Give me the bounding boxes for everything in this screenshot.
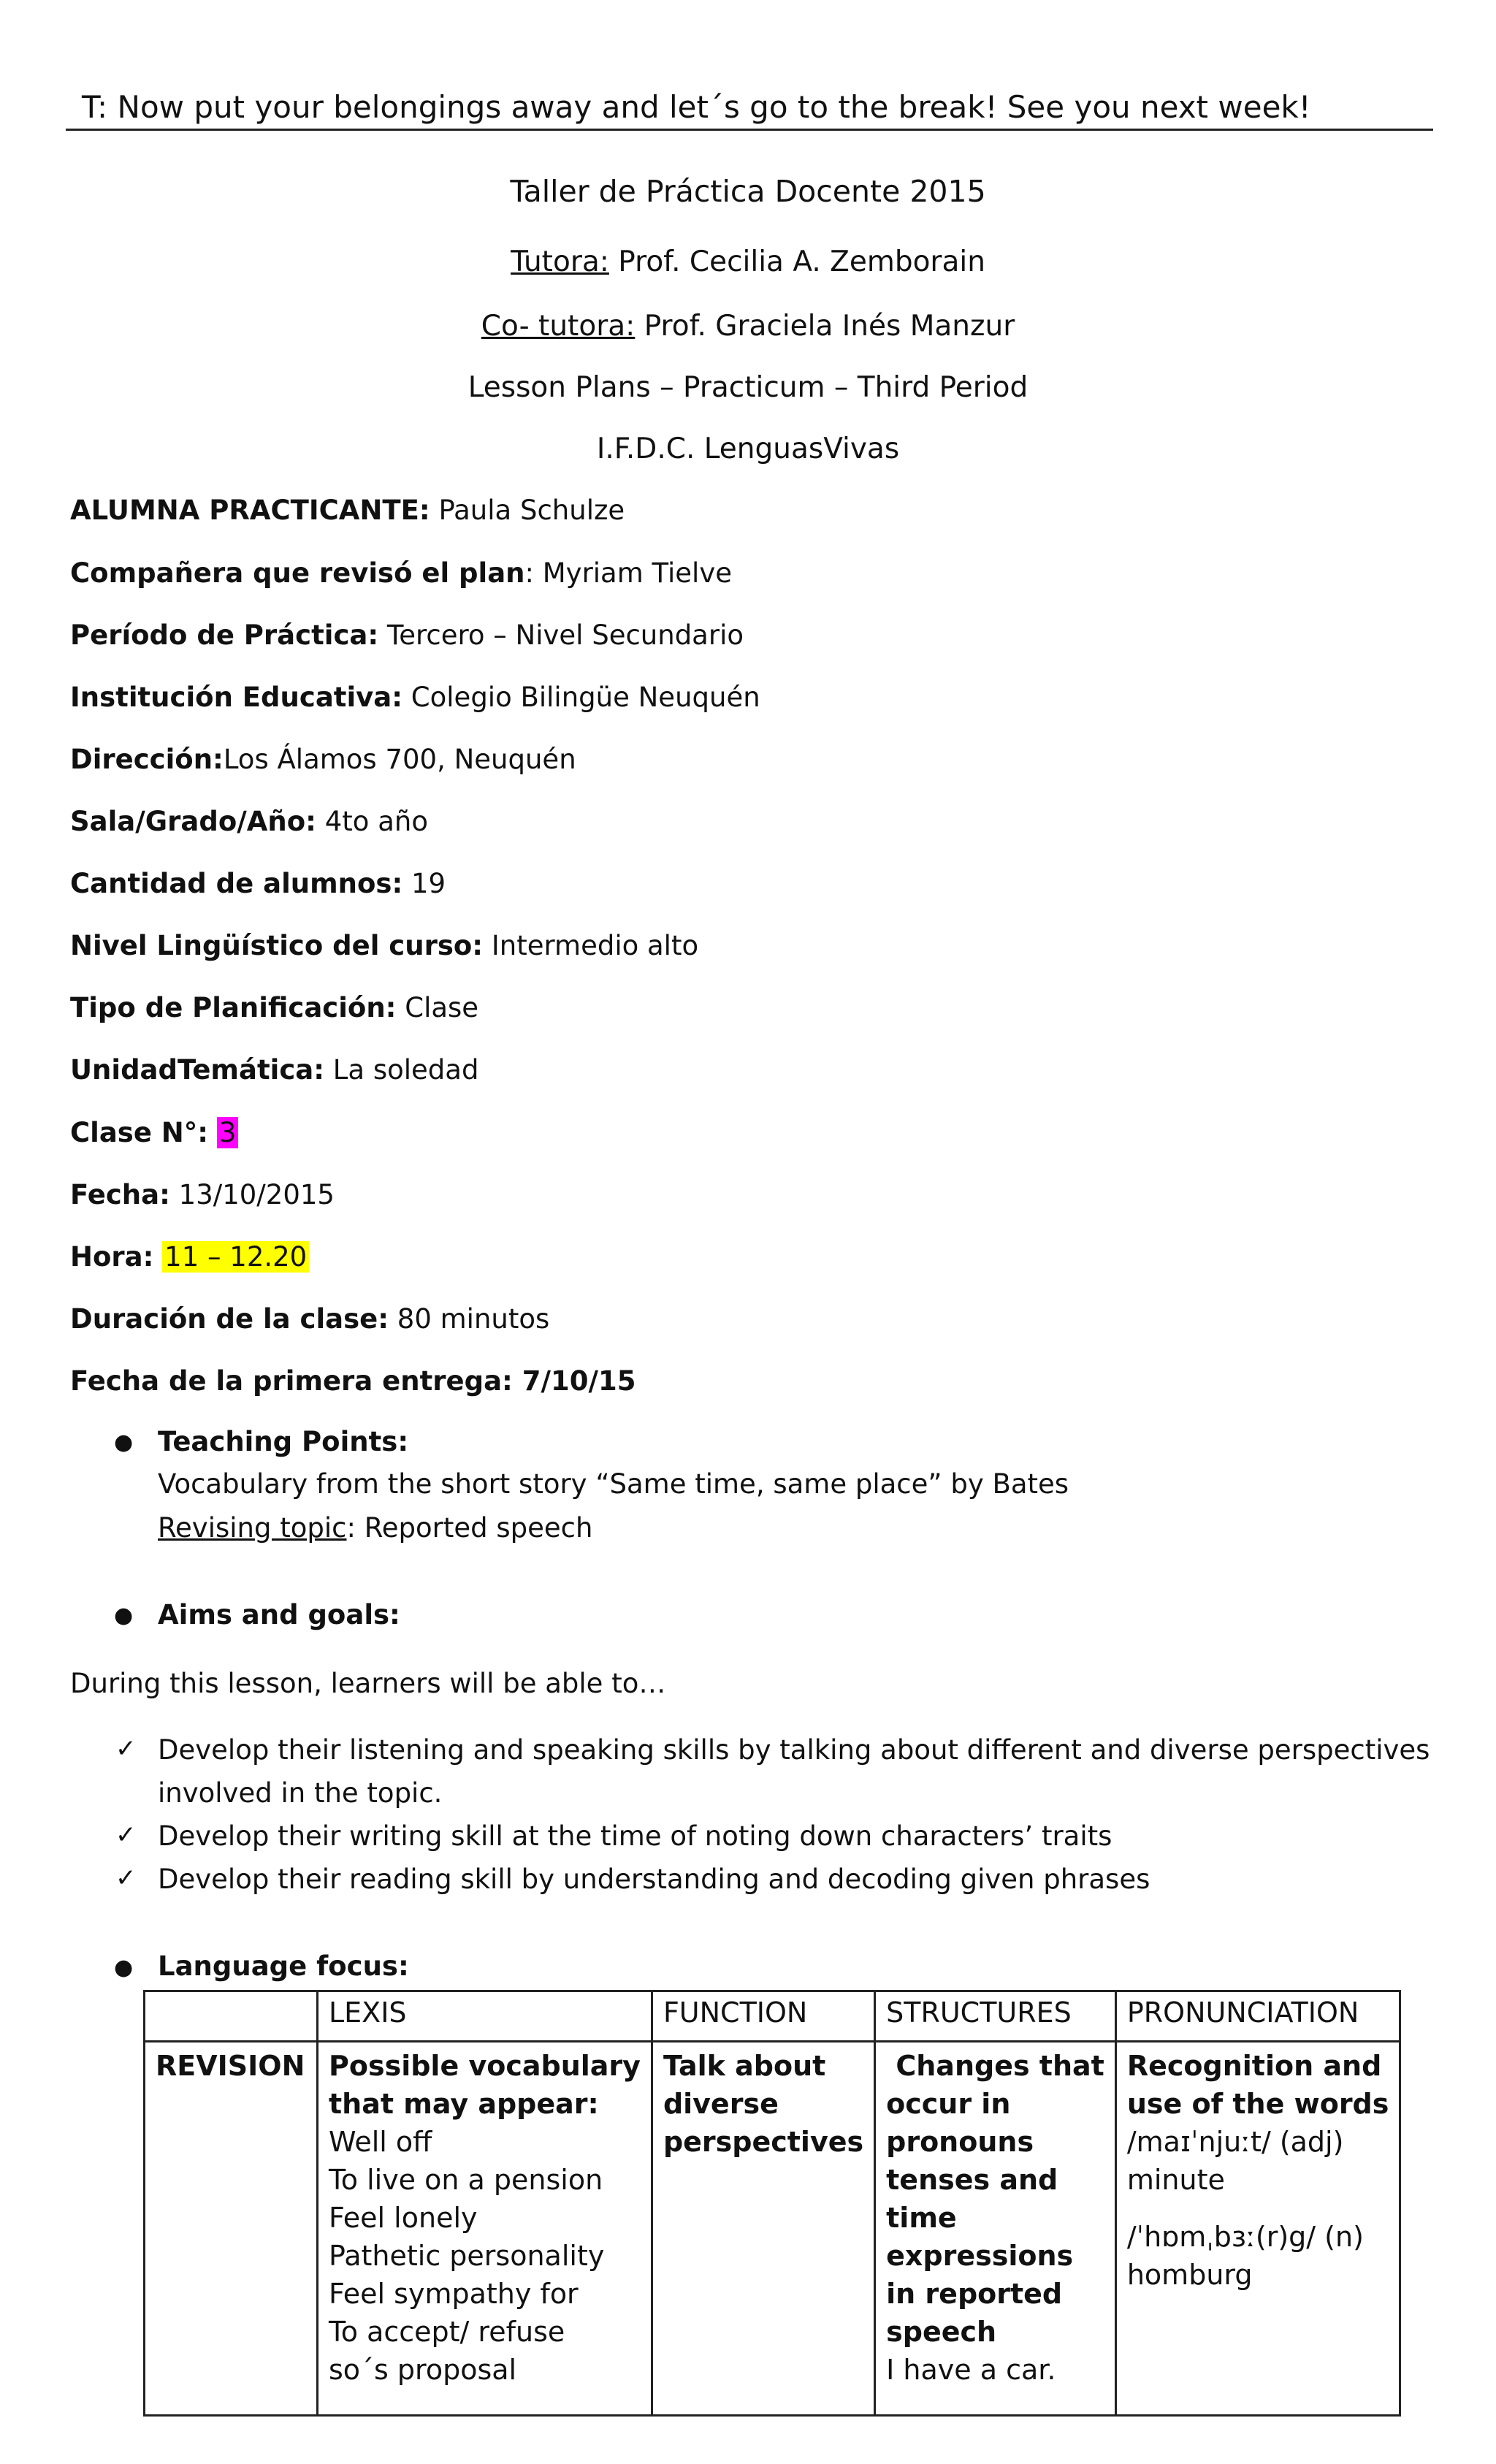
lexis-item: so´s proposal [329, 2354, 517, 2386]
field-label: Institución Educativa: [70, 682, 403, 713]
phonetic-transcription: /maɪˈnjuːt/ (adj) [1126, 2126, 1344, 2158]
field-value: 13/10/2015 [169, 1179, 335, 1210]
field-nivel [70, 930, 698, 961]
document-title: Taller de Práctica Docente 2015 [510, 174, 986, 209]
table-cell-row-label [145, 2042, 318, 2416]
field-label: Duración de la clase: [70, 1303, 389, 1335]
field-value: : Myriam Tielve [524, 557, 732, 589]
field-entrega [70, 1365, 636, 1397]
field-clase [70, 1117, 238, 1148]
field-label: Compañera que revisó el plan [70, 557, 525, 589]
field-label: ALUMNA PRACTICANTE: [70, 495, 430, 526]
row-label: REVISION [156, 2050, 305, 2082]
tutora-value: Prof. Cecilia A. Zemborain [608, 245, 985, 278]
revising-label: Revising topic [158, 1512, 347, 1544]
field-value: 4to año [316, 806, 428, 837]
aims-intro: During this lesson, learners will be able to… [70, 1668, 666, 1699]
cotutora-line [0, 310, 1496, 343]
pronunciation-heading-line: Recognition and [1126, 2050, 1382, 2082]
cotutora-label: Co- tutora: [481, 310, 636, 343]
pronunciation-word: homburg [1126, 2259, 1253, 2291]
aim-item: Develop their reading skill by understanding and decoding given phrases [158, 1864, 1150, 1895]
structures-line: speech [886, 2316, 997, 2348]
table-header-row [145, 1991, 1400, 2042]
language-focus-heading: Language focus: [158, 1950, 409, 1982]
table-cell-pronunciation [1115, 2042, 1400, 2416]
bullet-icon: ● [114, 1955, 134, 1980]
lexis-item: Well off [329, 2126, 432, 2158]
field-direccion [70, 744, 576, 775]
field-companera [70, 557, 732, 589]
checkmark-icon: ✓ [115, 1864, 137, 1893]
structures-line: tenses and [886, 2164, 1058, 2196]
document-subtitle: Lesson Plans – Practicum – Third Period [468, 371, 1028, 404]
field-label: Fecha: [70, 1179, 170, 1210]
table-header-cell [145, 1991, 318, 2042]
structures-line: in reported [886, 2278, 1063, 2310]
pronunciation-heading-line: use of the words [1126, 2088, 1389, 2120]
lexis-item: Pathetic personality [329, 2240, 605, 2272]
field-institucion [70, 682, 760, 713]
checkmark-icon: ✓ [115, 1734, 137, 1763]
field-label: Nivel Lingüístico del curso: [70, 930, 484, 961]
field-periodo [70, 619, 744, 651]
function-line: Talk about [663, 2050, 826, 2082]
field-value: Clase [396, 992, 479, 1023]
phonetic-transcription: /ˈhɒmˌbɜː(r)g/ (n) [1126, 2221, 1364, 2253]
pronunciation-word: minute [1126, 2164, 1225, 2196]
field-label: Cantidad de alumnos: [70, 868, 403, 899]
table-header-cell: PRONUNCIATION [1115, 1991, 1400, 2042]
field-label: Clase N°: [70, 1117, 209, 1148]
tutora-label: Tutora: [511, 245, 609, 278]
lexis-item: To live on a pension [329, 2164, 603, 2196]
closing-instruction: T: Now put your belongings away and let´s go to the break! See you next week! [82, 89, 1311, 125]
header-rule [66, 129, 1433, 131]
aim-item-continuation: involved in the topic. [158, 1777, 443, 1809]
teaching-points-heading: Teaching Points: [158, 1426, 409, 1457]
field-value: Intermedio alto [483, 930, 699, 961]
field-value: Paula Schulze [430, 495, 625, 526]
field-label: Fecha de la primera entrega: [70, 1365, 513, 1397]
bullet-icon: ● [114, 1603, 134, 1628]
table-cell-lexis [318, 2042, 652, 2416]
field-label: Tipo de Planificación: [70, 992, 397, 1023]
language-focus-table [143, 1990, 1401, 2417]
bullet-icon: ● [114, 1430, 134, 1455]
table-header-cell: STRUCTURES [875, 1991, 1116, 2042]
field-cantidad [70, 868, 446, 899]
table-cell-function [652, 2042, 874, 2416]
lexis-heading-line: that may appear: [329, 2088, 599, 2120]
field-value: Colegio Bilingüe Neuquén [402, 682, 760, 713]
field-value: 80 minutos [389, 1303, 550, 1335]
field-label: UnidadTemática: [70, 1054, 325, 1086]
field-fecha [70, 1179, 335, 1210]
table-cell-structures [875, 2042, 1116, 2416]
table-header-cell: FUNCTION [652, 1991, 874, 2042]
structures-example: I have a car. [886, 2354, 1056, 2386]
lexis-heading-line: Possible vocabulary [329, 2050, 641, 2082]
field-label: Sala/Grado/Año: [70, 806, 316, 837]
table-row [145, 2042, 1400, 2416]
hora-highlight: 11 – 12.20 [162, 1241, 309, 1273]
clase-number-highlight: 3 [217, 1117, 239, 1148]
lexis-item: Feel sympathy for [329, 2278, 579, 2310]
field-tipo [70, 992, 478, 1023]
field-label: Hora: [70, 1241, 154, 1273]
tutora-line [0, 245, 1496, 278]
field-hora [70, 1241, 309, 1273]
revising-value: : Reported speech [346, 1512, 593, 1544]
field-sala [70, 806, 428, 837]
field-alumna [70, 495, 625, 526]
function-line: perspectives [663, 2126, 864, 2158]
field-value: La soledad [324, 1054, 479, 1086]
field-value: Los Álamos 700, Neuquén [223, 744, 576, 775]
field-unidad [70, 1054, 478, 1086]
structures-line: Changes that [886, 2050, 1104, 2082]
field-label: Dirección: [70, 744, 224, 775]
lexis-item: Feel lonely [329, 2202, 478, 2234]
field-value: Tercero – Nivel Secundario [378, 619, 744, 651]
checkmark-icon: ✓ [115, 1820, 137, 1850]
structures-line: occur in [886, 2088, 1011, 2120]
function-line: diverse [663, 2088, 779, 2120]
field-duracion [70, 1303, 549, 1335]
aims-heading: Aims and goals: [158, 1599, 400, 1630]
teaching-points-revising [158, 1512, 592, 1544]
field-value: 19 [402, 868, 446, 899]
field-value: 7/10/15 [512, 1365, 636, 1397]
aim-item: Develop their listening and speaking skills by talking about different and diverse perspectives [158, 1734, 1430, 1766]
field-label: Período de Práctica: [70, 619, 379, 651]
structures-line: expressions [886, 2240, 1074, 2272]
table-header-cell: LEXIS [318, 1991, 652, 2042]
structures-line: pronouns [886, 2126, 1034, 2158]
institute-name: I.F.D.C. LenguasVivas [596, 432, 900, 465]
teaching-points-vocabulary: Vocabulary from the short story “Same time, same place” by Bates [158, 1468, 1069, 1500]
lexis-item: To accept/ refuse [329, 2316, 565, 2348]
structures-line: time [886, 2202, 957, 2234]
aim-item: Develop their writing skill at the time of noting down characters’ traits [158, 1820, 1113, 1852]
cotutora-value: Prof. Graciela Inés Manzur [635, 310, 1015, 343]
